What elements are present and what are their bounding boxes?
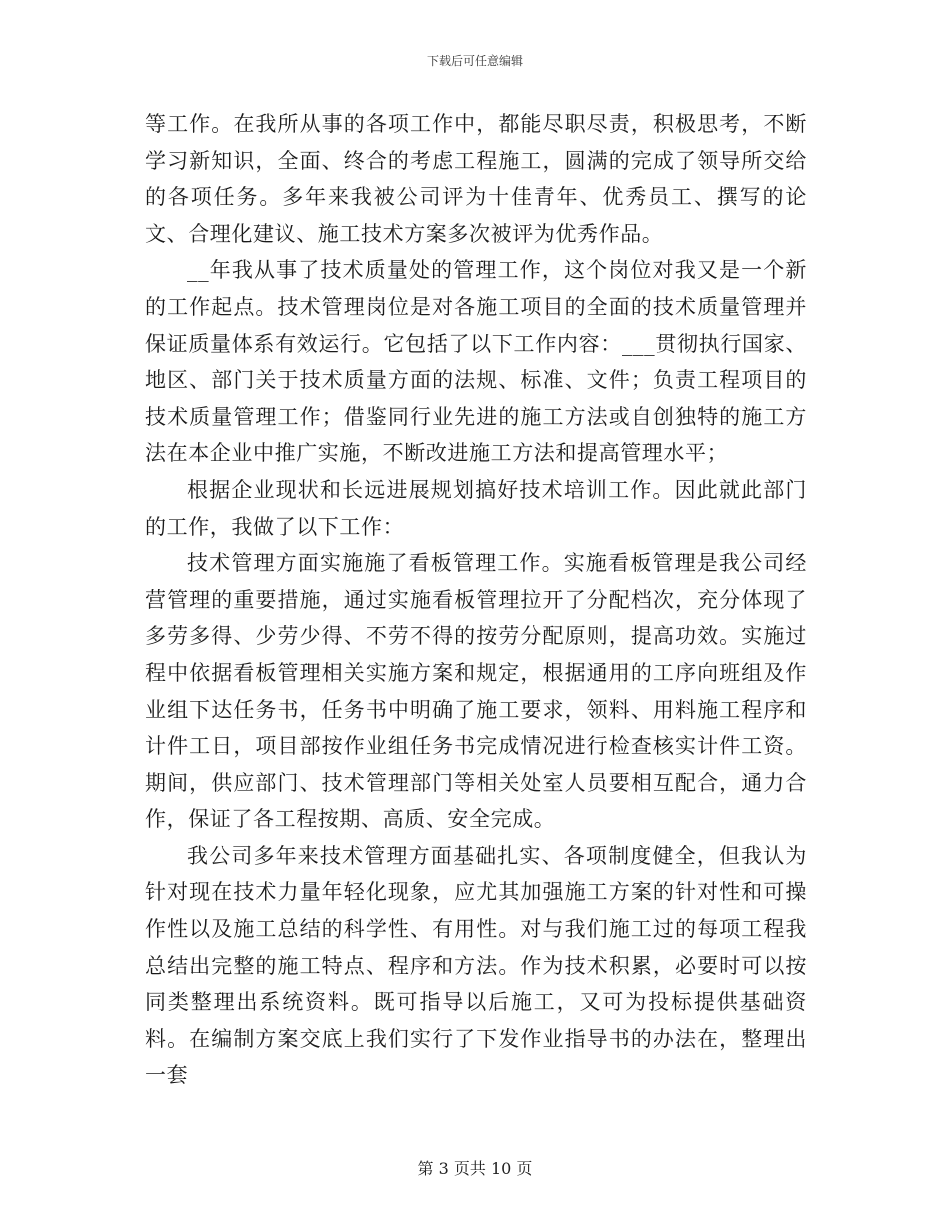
paragraph-1: 等工作。在我所从事的各项工作中，都能尽职尽责，积极思考，不断学习新知识，全面、终合的考虑工程施工，圆满的完成了领导所交给的各项任务。多年来我被公司评为十佳青年、优秀员工、撰写的论文、合理化建议、施工技术方案多次被评为优秀作品。 — [145, 112, 807, 246]
page-header-note: 下载后可任意编辑 — [426, 54, 523, 68]
paragraph-2: __年我从事了技术质量处的管理工作，这个岗位对我又是一个新的工作起点。技术管理岗位是对各施工项目的全面的技术质量管理并保证质量体系有效运行。它包括了以下工作内容：___贯彻执行国家、地区、部门关于技术质量方面的法规、标准、文件；负责工程项目的技术质量管理工作；借鉴同行业先进的施工方法或自创独特的施工方法在本企业中推广实施，不断改进施工方法和提高管理水平； — [145, 258, 807, 466]
document-body — [145, 106, 807, 1094]
paragraph-5: 我公司多年来技术管理方面基础扎实、各项制度健全，但我认为针对现在技术力量年轻化现象，应尤其加强施工方案的针对性和可操作性以及施工总结的科学性、有用性。对与我们施工过的每项工程我总结出完整的施工特点、程序和方法。作为技术积累，必要时可以按同类整理出系统资料。既可指导以后施工，又可为投标提供基础资料。在编制方案交底上我们实行了下发作业指导书的办法在，整理出一套 — [145, 843, 807, 1088]
page-number: 第 3 页共 10 页 — [417, 1159, 533, 1178]
paragraph-3: 根据企业现状和长远进展规划搞好技术培训工作。因此就此部门的工作，我做了以下工作： — [145, 477, 807, 539]
paragraph-4: 技术管理方面实施施了看板管理工作。实施看板管理是我公司经营管理的重要措施，通过实施看板管理拉开了分配档次，充分体现了多劳多得、少劳少得、不劳不得的按劳分配原则，提高功效。实施过程中依据看板管理相关实施方案和规定，根据通用的工序向班组及作业组下达任务书，任务书中明确了施工要求，领料、用料施工程序和计件工日，项目部按作业组任务书完成情况进行检查核实计件工资。期间，供应部门、技术管理部门等相关处室人员要相互配合，通力合作，保证了各工程按期、高质、安全完成。 — [145, 551, 807, 832]
